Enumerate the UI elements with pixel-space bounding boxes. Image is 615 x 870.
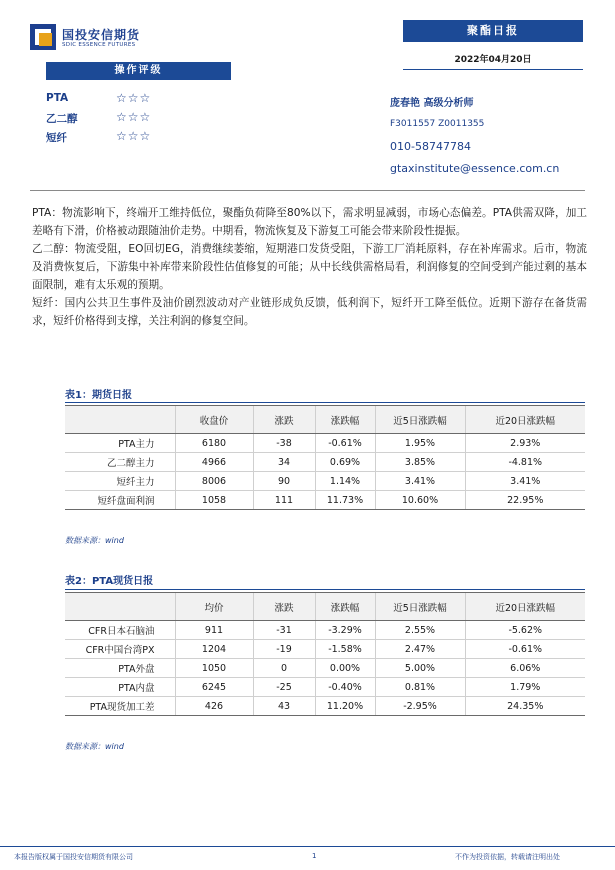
footer-disclaimer: 不作为投资依据，转载请注明出处 bbox=[455, 853, 560, 861]
report-type-label: 聚酯日报 bbox=[403, 20, 583, 42]
header-divider bbox=[30, 190, 585, 191]
table-cell: -31 bbox=[253, 621, 315, 640]
table-row bbox=[65, 697, 585, 716]
table-row bbox=[65, 472, 585, 491]
table-cell: 2.93% bbox=[465, 434, 585, 453]
table-cell: 4966 bbox=[175, 453, 253, 472]
rating-stars-icon: ☆☆☆ bbox=[116, 110, 152, 124]
table-cell: 43 bbox=[253, 697, 315, 716]
table-cell: 1.95% bbox=[375, 434, 465, 453]
table-cell: -1.58% bbox=[315, 640, 375, 659]
table-header-row bbox=[65, 406, 585, 434]
commentary-psf: 短纤：国内公共卫生事件及油价剧烈波动对产业链形成负反馈，低利润下，短纤开工降至低位。近期下游存在备货需求，短纤价格得到支撑，关注利润的修复空间。 bbox=[32, 297, 587, 327]
table-cell: 0 bbox=[253, 659, 315, 678]
table-cell: 426 bbox=[175, 697, 253, 716]
table-cell: 10.60% bbox=[375, 491, 465, 510]
logo-mark-icon bbox=[30, 24, 56, 50]
table-cell: -0.40% bbox=[315, 678, 375, 697]
table-cell: 111 bbox=[253, 491, 315, 510]
brand-name-en: SDIC ESSENCE FUTURES bbox=[62, 42, 136, 48]
table-cell: 6245 bbox=[175, 678, 253, 697]
rating-row-meg bbox=[46, 111, 246, 129]
analyst-name: 庞春艳 高级分析师 bbox=[390, 98, 474, 109]
table-row bbox=[65, 621, 585, 640]
table-cell: 短纤主力 bbox=[65, 472, 175, 491]
table-header-cell: 涨跌幅 bbox=[315, 593, 375, 621]
table-header-cell: 近5日涨跌幅 bbox=[375, 406, 465, 434]
table-cell: 3.41% bbox=[375, 472, 465, 491]
futures-table bbox=[65, 405, 585, 510]
table-header-cell: 涨跌 bbox=[253, 593, 315, 621]
table-header-cell bbox=[65, 593, 175, 621]
footer-divider bbox=[0, 846, 615, 847]
rating-title: 操作评级 bbox=[46, 62, 231, 80]
table-cell: 1058 bbox=[175, 491, 253, 510]
table-cell: PTA现货加工差 bbox=[65, 697, 175, 716]
table-header-cell: 收盘价 bbox=[175, 406, 253, 434]
rating-row-psf bbox=[46, 130, 246, 148]
table-cell: 90 bbox=[253, 472, 315, 491]
table-cell: 1.14% bbox=[315, 472, 375, 491]
table-cell: 11.20% bbox=[315, 697, 375, 716]
table-cell: CFR中国台湾PX bbox=[65, 640, 175, 659]
commentary-meg: 乙二醇：物流受阻，EO回切EG，消费继续萎缩，短期港口发货受阻，下游工厂消耗原料，存在补库需求。后市，物流及消费恢复后，下游集中补库带来阶段性估值修复的可能；从中长线供需格局看，利润修复的空间受到产能过剩的基本面限制，难有太乐观的预期。 bbox=[32, 243, 587, 291]
page-number: 1 bbox=[312, 852, 317, 860]
table-cell: 3.85% bbox=[375, 453, 465, 472]
table-row bbox=[65, 640, 585, 659]
table-cell: PTA外盘 bbox=[65, 659, 175, 678]
table-cell: 8006 bbox=[175, 472, 253, 491]
table-cell: 3.41% bbox=[465, 472, 585, 491]
table-cell: 0.69% bbox=[315, 453, 375, 472]
date-divider bbox=[403, 69, 583, 70]
table-cell: -0.61% bbox=[315, 434, 375, 453]
table-header-cell: 近20日涨跌幅 bbox=[465, 406, 585, 434]
table-cell: 1.79% bbox=[465, 678, 585, 697]
rating-stars-icon: ☆☆☆ bbox=[116, 129, 152, 143]
rating-stars-icon: ☆☆☆ bbox=[116, 91, 152, 105]
rating-name: PTA bbox=[46, 92, 69, 104]
table-cell: 0.81% bbox=[375, 678, 465, 697]
table-header-cell: 涨跌 bbox=[253, 406, 315, 434]
table-cell: 乙二醇主力 bbox=[65, 453, 175, 472]
table-header-cell: 近5日涨跌幅 bbox=[375, 593, 465, 621]
table-row bbox=[65, 659, 585, 678]
rating-name: 乙二醇 bbox=[46, 113, 78, 125]
table-cell: -19 bbox=[253, 640, 315, 659]
spot-table bbox=[65, 592, 585, 716]
table-cell: -38 bbox=[253, 434, 315, 453]
table-cell: 1204 bbox=[175, 640, 253, 659]
table2-title-rule bbox=[65, 589, 585, 590]
table-cell: 短纤盘面利润 bbox=[65, 491, 175, 510]
table2-source: 数据来源：wind bbox=[65, 742, 124, 751]
table-cell: 6180 bbox=[175, 434, 253, 453]
table-cell: 24.35% bbox=[465, 697, 585, 716]
table-cell: 2.55% bbox=[375, 621, 465, 640]
table-cell: 2.47% bbox=[375, 640, 465, 659]
table-cell: -3.29% bbox=[315, 621, 375, 640]
table-header-cell bbox=[65, 406, 175, 434]
rating-name: 短纤 bbox=[46, 132, 67, 144]
table-cell: 22.95% bbox=[465, 491, 585, 510]
analyst-phone: 010-58747784 bbox=[390, 140, 471, 153]
table-cell: 911 bbox=[175, 621, 253, 640]
table2-title: 表2：PTA现货日报 bbox=[65, 576, 154, 587]
table1-source: 数据来源：wind bbox=[65, 536, 124, 545]
table-header-cell: 均价 bbox=[175, 593, 253, 621]
footer-copyright: 本报告版权属于国投安信期货有限公司 bbox=[14, 853, 133, 861]
table-cell: 0.00% bbox=[315, 659, 375, 678]
table-cell: -4.81% bbox=[465, 453, 585, 472]
table-cell: 1050 bbox=[175, 659, 253, 678]
table-row bbox=[65, 678, 585, 697]
table1-title-rule bbox=[65, 402, 585, 403]
analyst-email[interactable]: gtaxinstitute@essence.com.cn bbox=[390, 162, 560, 175]
commentary-pta: PTA：物流影响下，终端开工维持低位，聚酯负荷降至80%以下，需求明显减弱，市场心态偏差。PTA供需双降，加工差略有下滑，价格被动跟随油价走势。中期看，物流恢复及下游复工可能会带来阶段性提振。 bbox=[32, 207, 587, 237]
table-cell: 5.00% bbox=[375, 659, 465, 678]
table-cell: -5.62% bbox=[465, 621, 585, 640]
report-date: 2022年04月20日 bbox=[454, 55, 532, 65]
table-cell: -0.61% bbox=[465, 640, 585, 659]
table-row bbox=[65, 491, 585, 510]
table1-title: 表1：期货日报 bbox=[65, 390, 132, 401]
analyst-cert: F3011557 Z0011355 bbox=[390, 119, 485, 129]
rating-row-pta bbox=[46, 92, 246, 110]
brand-name-cn: 国投安信期货 bbox=[62, 28, 141, 42]
table-cell: PTA主力 bbox=[65, 434, 175, 453]
table-cell: CFR日本石脑油 bbox=[65, 621, 175, 640]
table-row bbox=[65, 434, 585, 453]
table-header-cell: 涨跌幅 bbox=[315, 406, 375, 434]
table-header-cell: 近20日涨跌幅 bbox=[465, 593, 585, 621]
table-cell: 6.06% bbox=[465, 659, 585, 678]
company-logo bbox=[30, 22, 165, 54]
table-row bbox=[65, 453, 585, 472]
table-header-row bbox=[65, 593, 585, 621]
table-cell: PTA内盘 bbox=[65, 678, 175, 697]
table-cell: -25 bbox=[253, 678, 315, 697]
commentary bbox=[32, 204, 587, 330]
table-cell: 34 bbox=[253, 453, 315, 472]
table-cell: -2.95% bbox=[375, 697, 465, 716]
table-cell: 11.73% bbox=[315, 491, 375, 510]
